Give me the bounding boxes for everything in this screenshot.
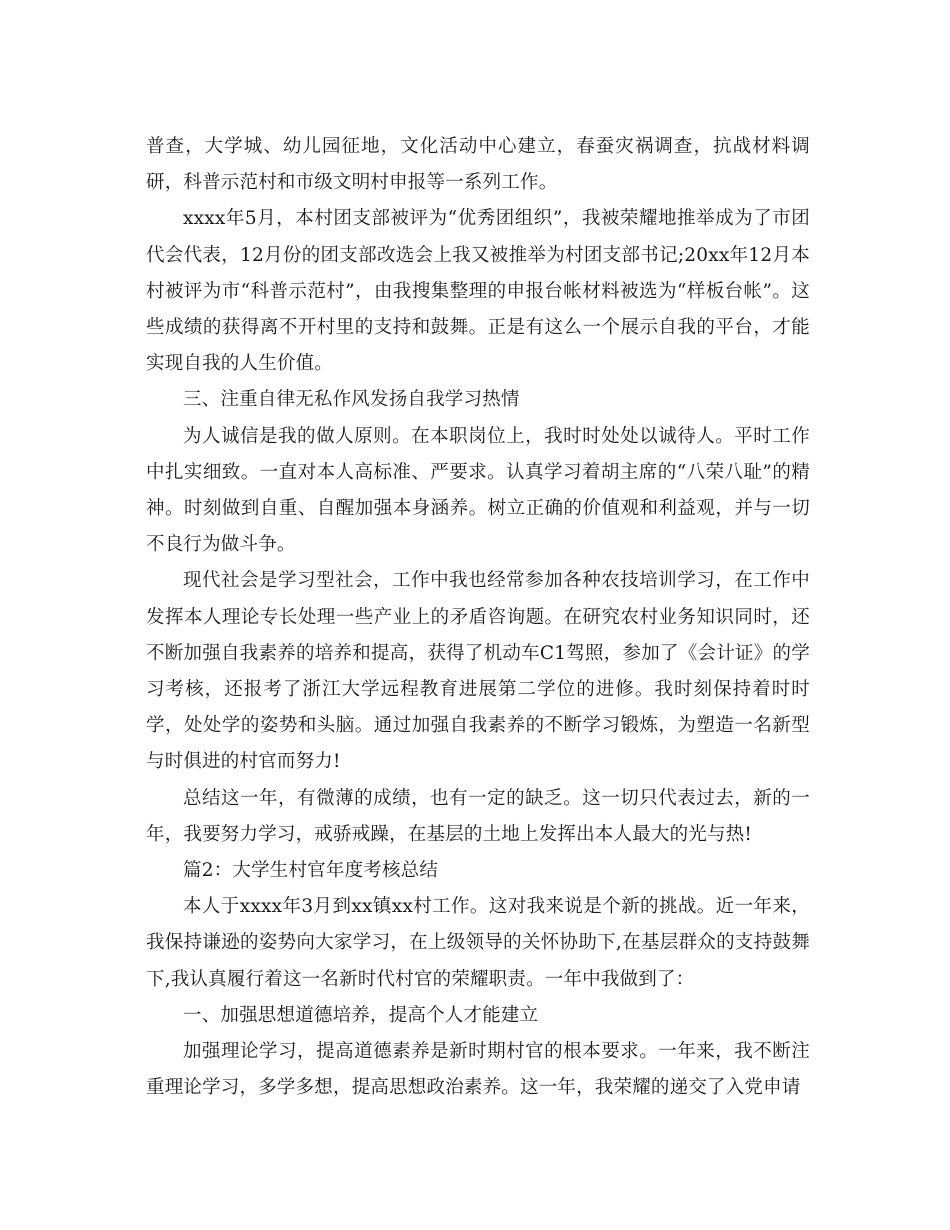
paragraph: 普查，大学城、幼儿园征地，文化活动中心建立，春蚕灾祸调查，抗战材料调研，科普示范村和市级文明村申报等一系列工作。	[146, 136, 810, 194]
section-heading: 三、注重自律无私作风发扬自我学习热情	[183, 389, 520, 411]
paragraph: 现代社会是学习型社会，工作中我也经常参加各种农技培训学习，在工作中发挥本人理论专长处理一些产业上的矛盾咨询题。在研究农村业务知识同时，还不断加强自我素养的培养和提高，获得了机动车C1驾照，参加了《会计证》的学习考核，还报考了浙江大学远程教育进展第二学位的进修。我时刻保持着时时学，处处学的姿势和头脑。通过加强自我素养的不断学习锻炼，为塑造一名新型与时俱进的村官而努力!	[146, 570, 810, 773]
section-heading: 一、加强思想道德培养，提高个人才能建立	[183, 1004, 539, 1026]
paragraph: 加强理论学习，提高道德素养是新时期村官的根本要求。一年来，我不断注重理论学习，多学多想，提高思想政治素养。这一年，我荣耀的递交了入党申请	[146, 1041, 810, 1099]
paragraph: 本人于xxxx年3月到xx镇xx村工作。这对我来说是个新的挑战。近一年来，我保持谦逊的姿势向大家学习，在上级领导的关怀协助下,在基层群众的支持鼓舞下,我认真履行着这一名新时代村官的荣耀职责。一年中我做到了：	[146, 896, 810, 990]
section-heading: 篇2：大学生村官年度考核总结	[183, 860, 439, 882]
paragraph: xxxx年5月，本村团支部被评为“优秀团组织”，我被荣耀地推举成为了市团代会代表，12月份的团支部改选会上我又被推举为村团支部书记;20xx年12月本村被评为市“科普示范村”，由我搜集整理的申报台帐材料被选为“样板台帐”。这些成绩的获得离不开村里的支持和鼓舞。正是有这么一个展示自我的平台，才能实现自我的人生价值。	[146, 208, 810, 375]
paragraph: 总结这一年，有微薄的成绩，也有一定的缺乏。这一切只代表过去，新的一年，我要努力学习，戒骄戒躁，在基层的土地上发挥出本人最大的光与热!	[146, 787, 810, 845]
paragraph: 为人诚信是我的做人原则。在本职岗位上，我时时处处以诚待人。平时工作中扎实细致。一直对本人高标准、严要求。认真学习着胡主席的“八荣八耻”的精神。时刻做到自重、自醒加强本身涵养。树立正确的价值观和利益观，并与一切不良行为做斗争。	[146, 425, 810, 556]
document-body	[146, 129, 810, 1106]
